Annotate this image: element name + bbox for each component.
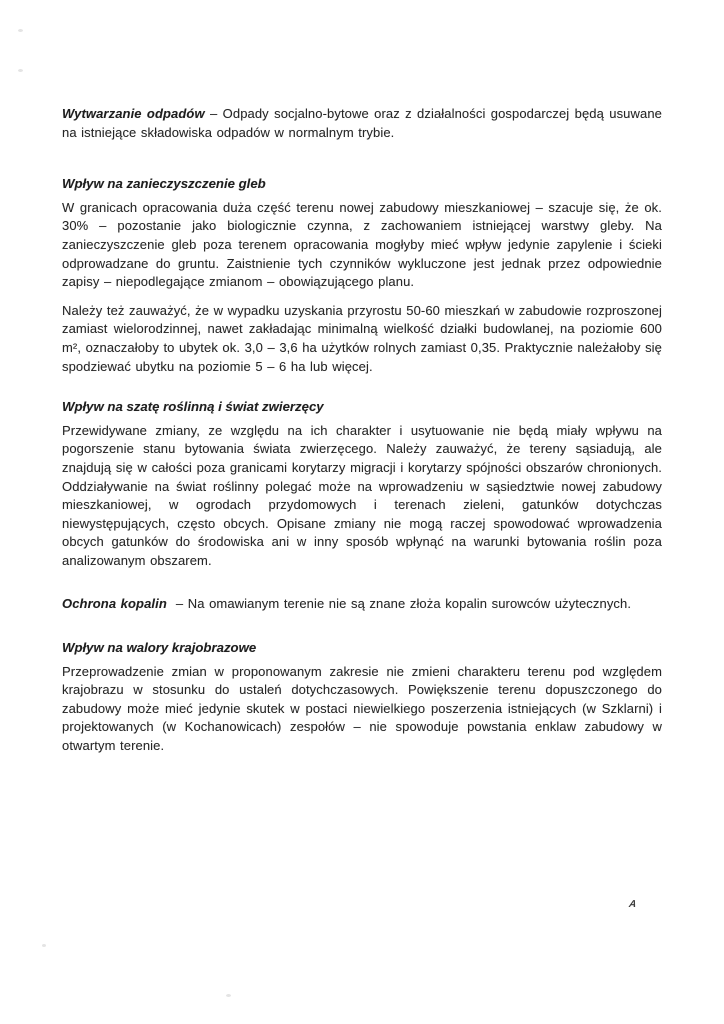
document-content — [62, 105, 662, 756]
section-minerals-heading: Ochrona kopalin — [62, 596, 167, 612]
section-minerals-paragraph — [62, 595, 662, 614]
section-waste-text: – Odpady socjalno-bytowe oraz z działalności gospodarczej będą usuwane na istniejące składowiska odpadów w normalnym trybie. — [62, 106, 662, 140]
scan-artifact — [18, 29, 23, 32]
section-waste-paragraph — [62, 105, 662, 142]
section-landscape-paragraph: Przeprowadzenie zmian w proponowanym zakresie nie zmieni charakteru terenu pod względem krajobrazu w stosunku do ustaleń dotychczasowych. Powiększenie terenu dopuszczonego do zabudowy może mieć jedynie skutek w postaci niewielkiego poszerzenia istniejących (w Szklarni) i projektowanych (w Kochanowicach) zespołów – nie spowoduje powstania enklaw zabudowy w otwartym terenie. — [62, 663, 662, 754]
scan-artifact — [226, 994, 231, 997]
section-landscape-heading: Wpływ na walory krajobrazowe — [62, 640, 257, 656]
section-flora-fauna-paragraph: Przewidywane zmiany, ze względu na ich charakter i usytuowanie nie będą miały wpływu na pogorszenie stanu bytowania świata zwierzęcego. Należy zauważyć, że tereny sąsiadują, ale znajdują się w całości poza granicami korytarzy migracji i korytarzy spójności obszarów chronionych. Oddziaływanie na świat roślinny polegać może na wprowadzeniu w sąsiedztwie nowej zabudowy mieszkaniowej, w ogrodach przydomowych i terenach zieleni, gatunków dotychczas niewystępujących, często obcych. Opisane zmiany nie mogą raczej spowodować wprowadzenia obcych gatunków do środowiska ani w inny sposób wpłynąć na warunki bytowania roślin poza analizowanym obszarem. — [62, 422, 662, 568]
section-soil-heading: Wpływ na zanieczyszczenie gleb — [62, 176, 266, 192]
section-soil-paragraph-1: W granicach opracowania duża część terenu nowej zabudowy mieszkaniowej – szacuje się, że ok. 30% – pozostanie jako biologicznie czynna, z zachowaniem istniejącej warstwy gleby. Na zanieczyszczenie gleb poza terenem opracowania mogłyby mieć wpływ jedynie zapylenie i ścieki odprowadzane do gruntu. Zaistnienie tych czynników wykluczone jest jednak przez odpowiednie zapisy – niepodlegające zmianom – obowiązującego planu. — [62, 199, 662, 290]
section-minerals-text: – Na omawianym terenie nie są znane złoża kopalin surowców użytecznych. — [175, 596, 632, 612]
section-waste-heading: Wytwarzanie odpadów — [62, 106, 205, 121]
page-marker: A — [628, 899, 638, 910]
scan-artifact — [18, 69, 23, 72]
section-soil-paragraph-2: Należy też zauważyć, że w wypadku uzyskania przyrostu 50-60 mieszkań w zabudowie rozproszonej zamiast wielorodzinnej, nawet zakładając minimalną wielkość działki budowlanej, na poziomie 600 m², oznaczałoby to ubytek ok. 3,0 – 3,6 ha użytków rolnych zamiast 0,35. Praktycznie należałoby się spodziewać ubytku na poziomie 5 – 6 ha lub więcej. — [62, 302, 662, 374]
section-flora-fauna-heading: Wpływ na szatę roślinną i świat zwierzęcy — [62, 399, 324, 415]
scan-artifact — [42, 944, 46, 947]
